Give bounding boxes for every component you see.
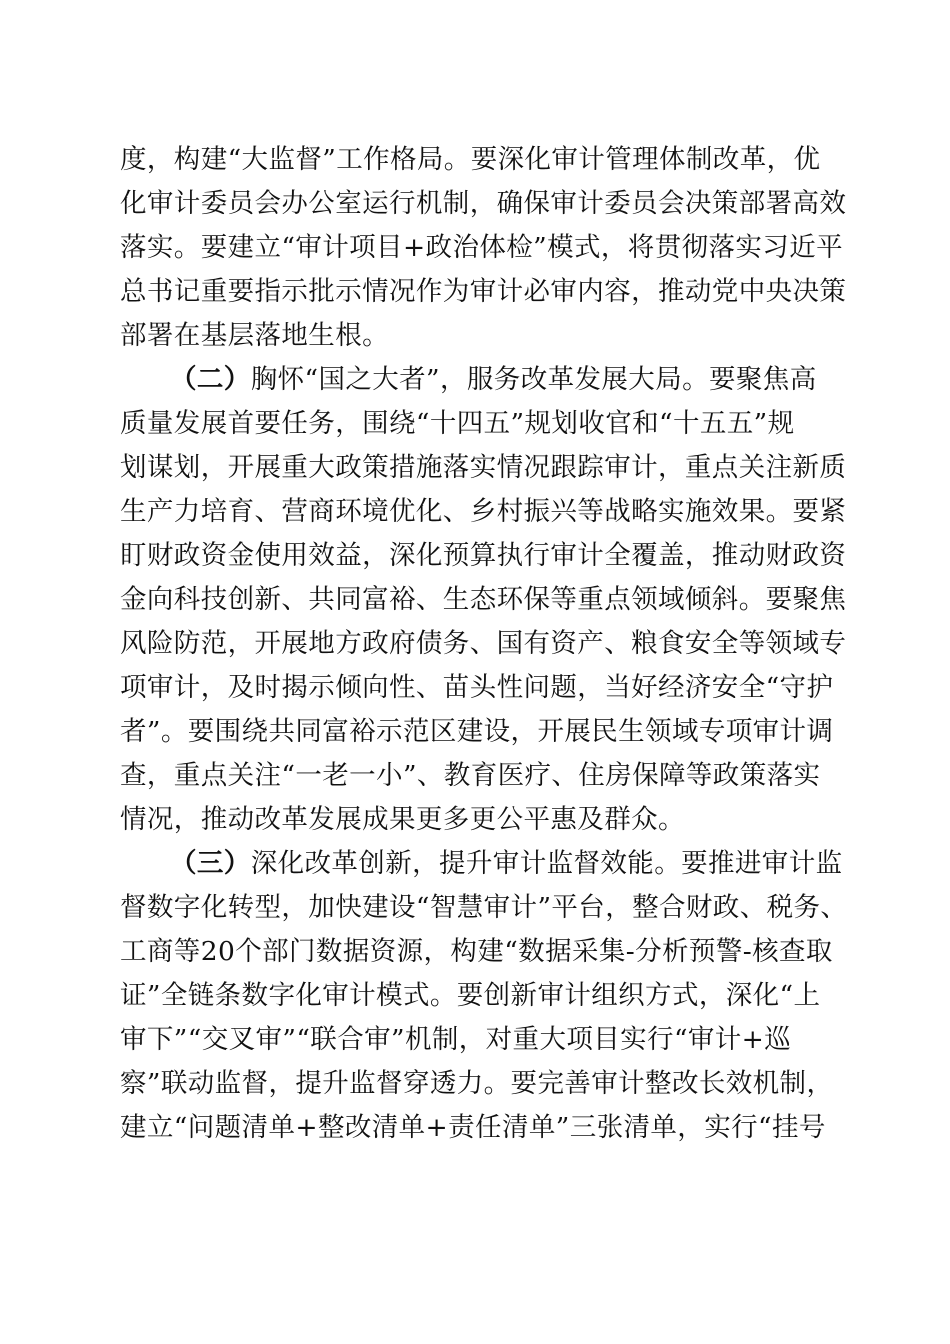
section-2-label: （二） xyxy=(170,364,251,395)
text-line: 情况，推动改革发展成果更多更公平惠及群众。 xyxy=(120,804,685,835)
text-line: 审下”“交叉审”“联合审”机制，对重大项目实行“审计+巡 xyxy=(120,1024,792,1055)
text-line: 证”全链条数字化审计模式。要创新审计组织方式，深化“上 xyxy=(120,980,821,1011)
section-2-heading-text: 胸怀“国之大者”，服务改革发展大局。要聚焦高 xyxy=(250,364,817,395)
text-line: 生产力培育、营商环境优化、乡村振兴等战略实施效果。要紧 xyxy=(120,496,847,527)
text-line: 查，重点关注“一老一小”、教育医疗、住房保障等政策落实 xyxy=(120,760,821,791)
text-line: 建立“问题清单+整改清单+责任清单”三张清单，实行“挂号 xyxy=(120,1112,826,1143)
text-line: 盯财政资金使用效益，深化预算执行审计全覆盖，推动财政资 xyxy=(120,540,847,571)
text-line: 化审计委员会办公室运行机制，确保审计委员会决策部署高效 xyxy=(120,188,847,219)
text-line: 金向科技创新、共同富裕、生态环保等重点领域倾斜。要聚焦 xyxy=(120,584,847,615)
text-line: 者”。要围绕共同富裕示范区建设，开展民生领域专项审计调 xyxy=(120,716,834,747)
text-line: 划谋划，开展重大政策措施落实情况跟踪审计，重点关注新质 xyxy=(120,452,847,483)
text-line: 总书记重要指示批示情况作为审计必审内容，推动党中央决策 xyxy=(120,276,847,307)
section-3-first-line xyxy=(170,842,843,886)
text-line: 度，构建“大监督”工作格局。要深化审计管理体制改革，优 xyxy=(120,144,821,175)
section-2-first-line xyxy=(170,358,817,402)
section-3-label: （三） xyxy=(170,848,251,879)
text-line: 督数字化转型，加快建设“智慧审计”平台，整合财政、税务、 xyxy=(120,892,848,923)
text-line: 项审计，及时揭示倾向性、苗头性问题，当好经济安全“守护 xyxy=(120,672,834,703)
section-3-heading-text: 深化改革创新，提升审计监督效能。要推进审计监 xyxy=(250,848,843,879)
text-line: 部署在基层落地生根。 xyxy=(120,320,389,351)
text-line: 落实。要建立“审计项目+政治体检”模式，将贯彻落实习近平 xyxy=(120,232,843,263)
text-line: 风险防范，开展地方政府债务、国有资产、粮食安全等领域专 xyxy=(120,628,847,659)
text-line: 察”联动监督，提升监督穿透力。要完善审计整改长效机制， xyxy=(120,1068,834,1099)
text-line: 质量发展首要任务，围绕“十四五”规划收官和“十五五”规 xyxy=(120,408,795,439)
text-line: 工商等20个部门数据资源，构建“数据采集-分析预警-核查取 xyxy=(120,936,833,967)
